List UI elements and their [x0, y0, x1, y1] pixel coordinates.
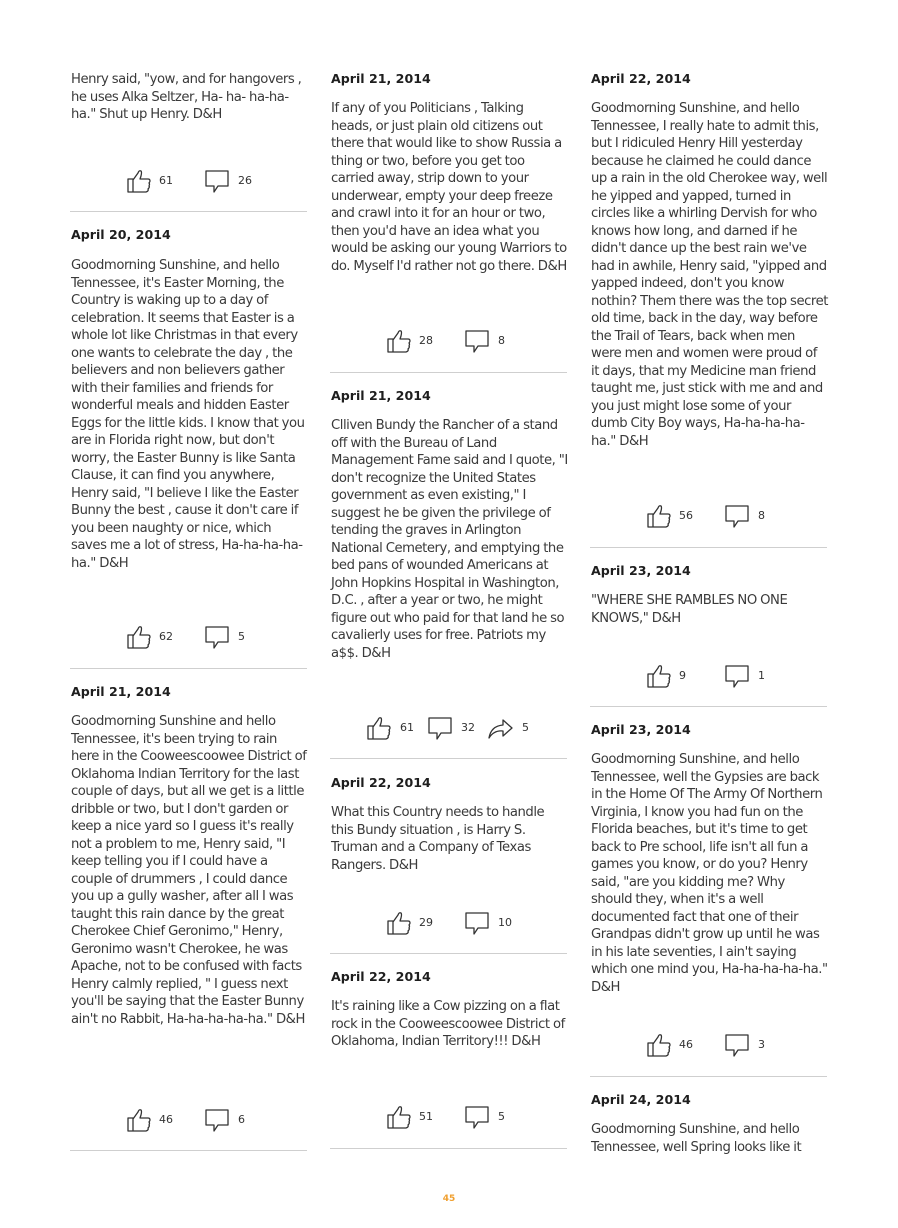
divider — [70, 211, 307, 212]
post-stats — [330, 327, 567, 357]
comment-count: 5 — [238, 630, 245, 643]
like-icon[interactable] — [385, 327, 413, 355]
post-date: April 22, 2014 — [331, 775, 431, 790]
page-number: 45 — [442, 1194, 456, 1204]
like-icon[interactable] — [385, 1103, 413, 1131]
like-icon[interactable] — [125, 167, 153, 195]
share-count: 5 — [522, 721, 529, 734]
comment-count: 10 — [498, 916, 512, 929]
post-text: "WHERE SHE RAMBLES NO ONE KNOWS," D&H — [591, 593, 788, 626]
comment-icon[interactable] — [723, 1031, 751, 1059]
like-count: 61 — [159, 174, 173, 187]
comment-count: 26 — [238, 174, 252, 187]
comment-count: 32 — [461, 721, 475, 734]
post-stats — [330, 909, 567, 939]
comment-icon[interactable] — [463, 327, 491, 355]
like-count: 46 — [679, 1038, 693, 1051]
comment-count: 1 — [758, 669, 765, 682]
share-icon[interactable] — [486, 714, 514, 742]
divider — [70, 668, 307, 669]
post-stats — [330, 1103, 567, 1133]
divider — [330, 953, 567, 954]
post-date: April 23, 2014 — [591, 563, 691, 578]
comment-icon[interactable] — [203, 1106, 231, 1134]
comment-icon[interactable] — [426, 714, 454, 742]
post-text: Clliven Bundy the Rancher of a stand off with the Bureau of Land Management Fame said and I quote, "I don't recognize the United States government as even existing," I suggest he be given the privilege of tending the graves in Arlington National Cemetery, and emptying the bed pans of wounded Americans at John Hopkins Hospital in Washington, D.C. , after a year or two, he might figure out who paid for that land he so cavalierly uses for free. Patriots my a$$. D&H — [331, 418, 568, 661]
like-icon[interactable] — [385, 909, 413, 937]
comment-icon[interactable] — [723, 662, 751, 690]
post-text: Henry said, "yow, and for hangovers , he uses Alka Seltzer, Ha- ha- ha-ha- ha." Shut up Henry. D&H — [71, 72, 302, 122]
post-text: Goodmorning Sunshine and hello Tennessee, it's been trying to rain here in the Cooweescoowee District of Oklahoma Indian Territory for the last couple of days, but all we get is a little dribble or two, but I don't garden or keep a nice yard so I guess it's really not a problem to me, Henry said, "I keep telling you if I could have a couple of drummers , I could dance you up a gully washer, after all I was taught this rain dance by the great Cherokee Chief Geronimo," Henry, Geronimo wasn't Cherokee, he was Apache, not to be confused with facts Henry calmly replied, " I guess next you'll be saying that the Easter Bunny ain't no Rabbit, Ha-ha-ha-ha-ha." D&H — [71, 714, 307, 1027]
like-count: 9 — [679, 669, 686, 682]
like-count: 62 — [159, 630, 173, 643]
like-icon[interactable] — [645, 502, 673, 530]
post-text: Goodmorning Sunshine, and hello Tennessee, well the Gypsies are back in the Home Of The Army Of Northern Virginia, I know you had fun on the Florida beaches, but it's time to get back to Pre school, life isn't all fun a games you know, or do you? Henry said, "are you kidding me? Why should they, when it's a well documented fact that one of their Grandpas didn't grow up until he was in his late seventies, I ain't saying which one mind you, Ha-ha-ha-ha-ha." D&H — [591, 752, 828, 995]
like-count: 56 — [679, 509, 693, 522]
like-count: 29 — [419, 916, 433, 929]
divider — [590, 1076, 827, 1077]
post-date: April 23, 2014 — [591, 722, 691, 737]
post-date: April 22, 2014 — [331, 969, 431, 984]
post-stats — [70, 167, 307, 197]
like-count: 28 — [419, 334, 433, 347]
post-stats — [590, 502, 827, 532]
post-date: April 24, 2014 — [591, 1092, 691, 1107]
divider — [330, 1148, 567, 1149]
post-date: April 20, 2014 — [71, 227, 171, 242]
like-icon[interactable] — [125, 623, 153, 651]
comment-icon[interactable] — [463, 1103, 491, 1131]
post-date: April 22, 2014 — [591, 71, 691, 86]
post-stats — [590, 662, 827, 692]
post-text: Goodmorning Sunshine, and hello Tennessee, it's Easter Morning, the Country is waking up to a day of celebration. It seems that Easter is a whole lot like Christmas in that every one wants to celebrate the day , the believers and non believers gather with their families and friends for wonderful meals and hidden Easter Eggs for the little kids. I know that you are in Florida right now, but don't worry, the Easter Bunny is like Santa Clause, it can find you anywhere, Henry said, "I believe I like the Easter Bunny the best , cause it don't care if you been naughty or nice, which saves me a lot of stress, Ha-ha-ha-ha-ha." D&H — [71, 258, 305, 571]
divider — [330, 372, 567, 373]
post-date: April 21, 2014 — [71, 684, 171, 699]
like-icon[interactable] — [365, 714, 393, 742]
comment-count: 8 — [498, 334, 505, 347]
divider — [590, 706, 827, 707]
comment-icon[interactable] — [203, 623, 231, 651]
post-stats — [70, 623, 307, 653]
comment-count: 6 — [238, 1113, 245, 1126]
post-date: April 21, 2014 — [331, 71, 431, 86]
like-count: 61 — [400, 721, 414, 734]
divider — [70, 1150, 307, 1151]
post-stats — [590, 1031, 827, 1061]
comment-count: 3 — [758, 1038, 765, 1051]
divider — [590, 547, 827, 548]
like-count: 51 — [419, 1110, 433, 1123]
post-text: It's raining like a Cow pizzing on a flat rock in the Cooweescoowee District of Oklahoma, Indian Territory!!! D&H — [331, 999, 565, 1049]
post-text: Goodmorning Sunshine, and hello Tennessee, well Spring looks like it — [591, 1122, 802, 1155]
like-icon[interactable] — [645, 662, 673, 690]
post-text: Goodmorning Sunshine, and hello Tennessee, I really hate to admit this, but I ridiculed Henry Hill yesterday because he claimed he could dance up a rain in the old Cherokee way, well he yipped and yapped, turned in circles like a whirling Dervish for who knows how long, and darned if he didn't dance up the best rain we've had in awhile, Henry said, "yipped and yapped indeed, don't you know nothin? Them there was the top secret old time, back in the day, way before the Trail of Tears, back when men were men and women were proud of it days, that my Medicine man friend taught me, just stick with me and and you just might lose some of your dumb City Boy ways, Ha-ha-ha-ha-ha." D&H — [591, 101, 828, 449]
comment-icon[interactable] — [463, 909, 491, 937]
post-text: If any of you Politicians , Talking heads, or just plain old citizens out there that would like to show Russia a thing or two, before you get too carried away, strip down to your underwear, empty your deep freeze and crawl into it for an hour or two, then you'd have an idea what you would be asking our young Warriors to do. Myself I'd rather not go there. D&H — [331, 101, 567, 274]
comment-count: 5 — [498, 1110, 505, 1123]
comment-icon[interactable] — [203, 167, 231, 195]
post-stats — [330, 714, 567, 744]
post-stats — [70, 1106, 307, 1136]
post-text: What this Country needs to handle this Bundy situation , is Harry S. Truman and a Company of Texas Rangers. D&H — [331, 805, 545, 873]
like-count: 46 — [159, 1113, 173, 1126]
post-date: April 21, 2014 — [331, 388, 431, 403]
like-icon[interactable] — [645, 1031, 673, 1059]
comment-count: 8 — [758, 509, 765, 522]
like-icon[interactable] — [125, 1106, 153, 1134]
comment-icon[interactable] — [723, 502, 751, 530]
divider — [330, 758, 567, 759]
